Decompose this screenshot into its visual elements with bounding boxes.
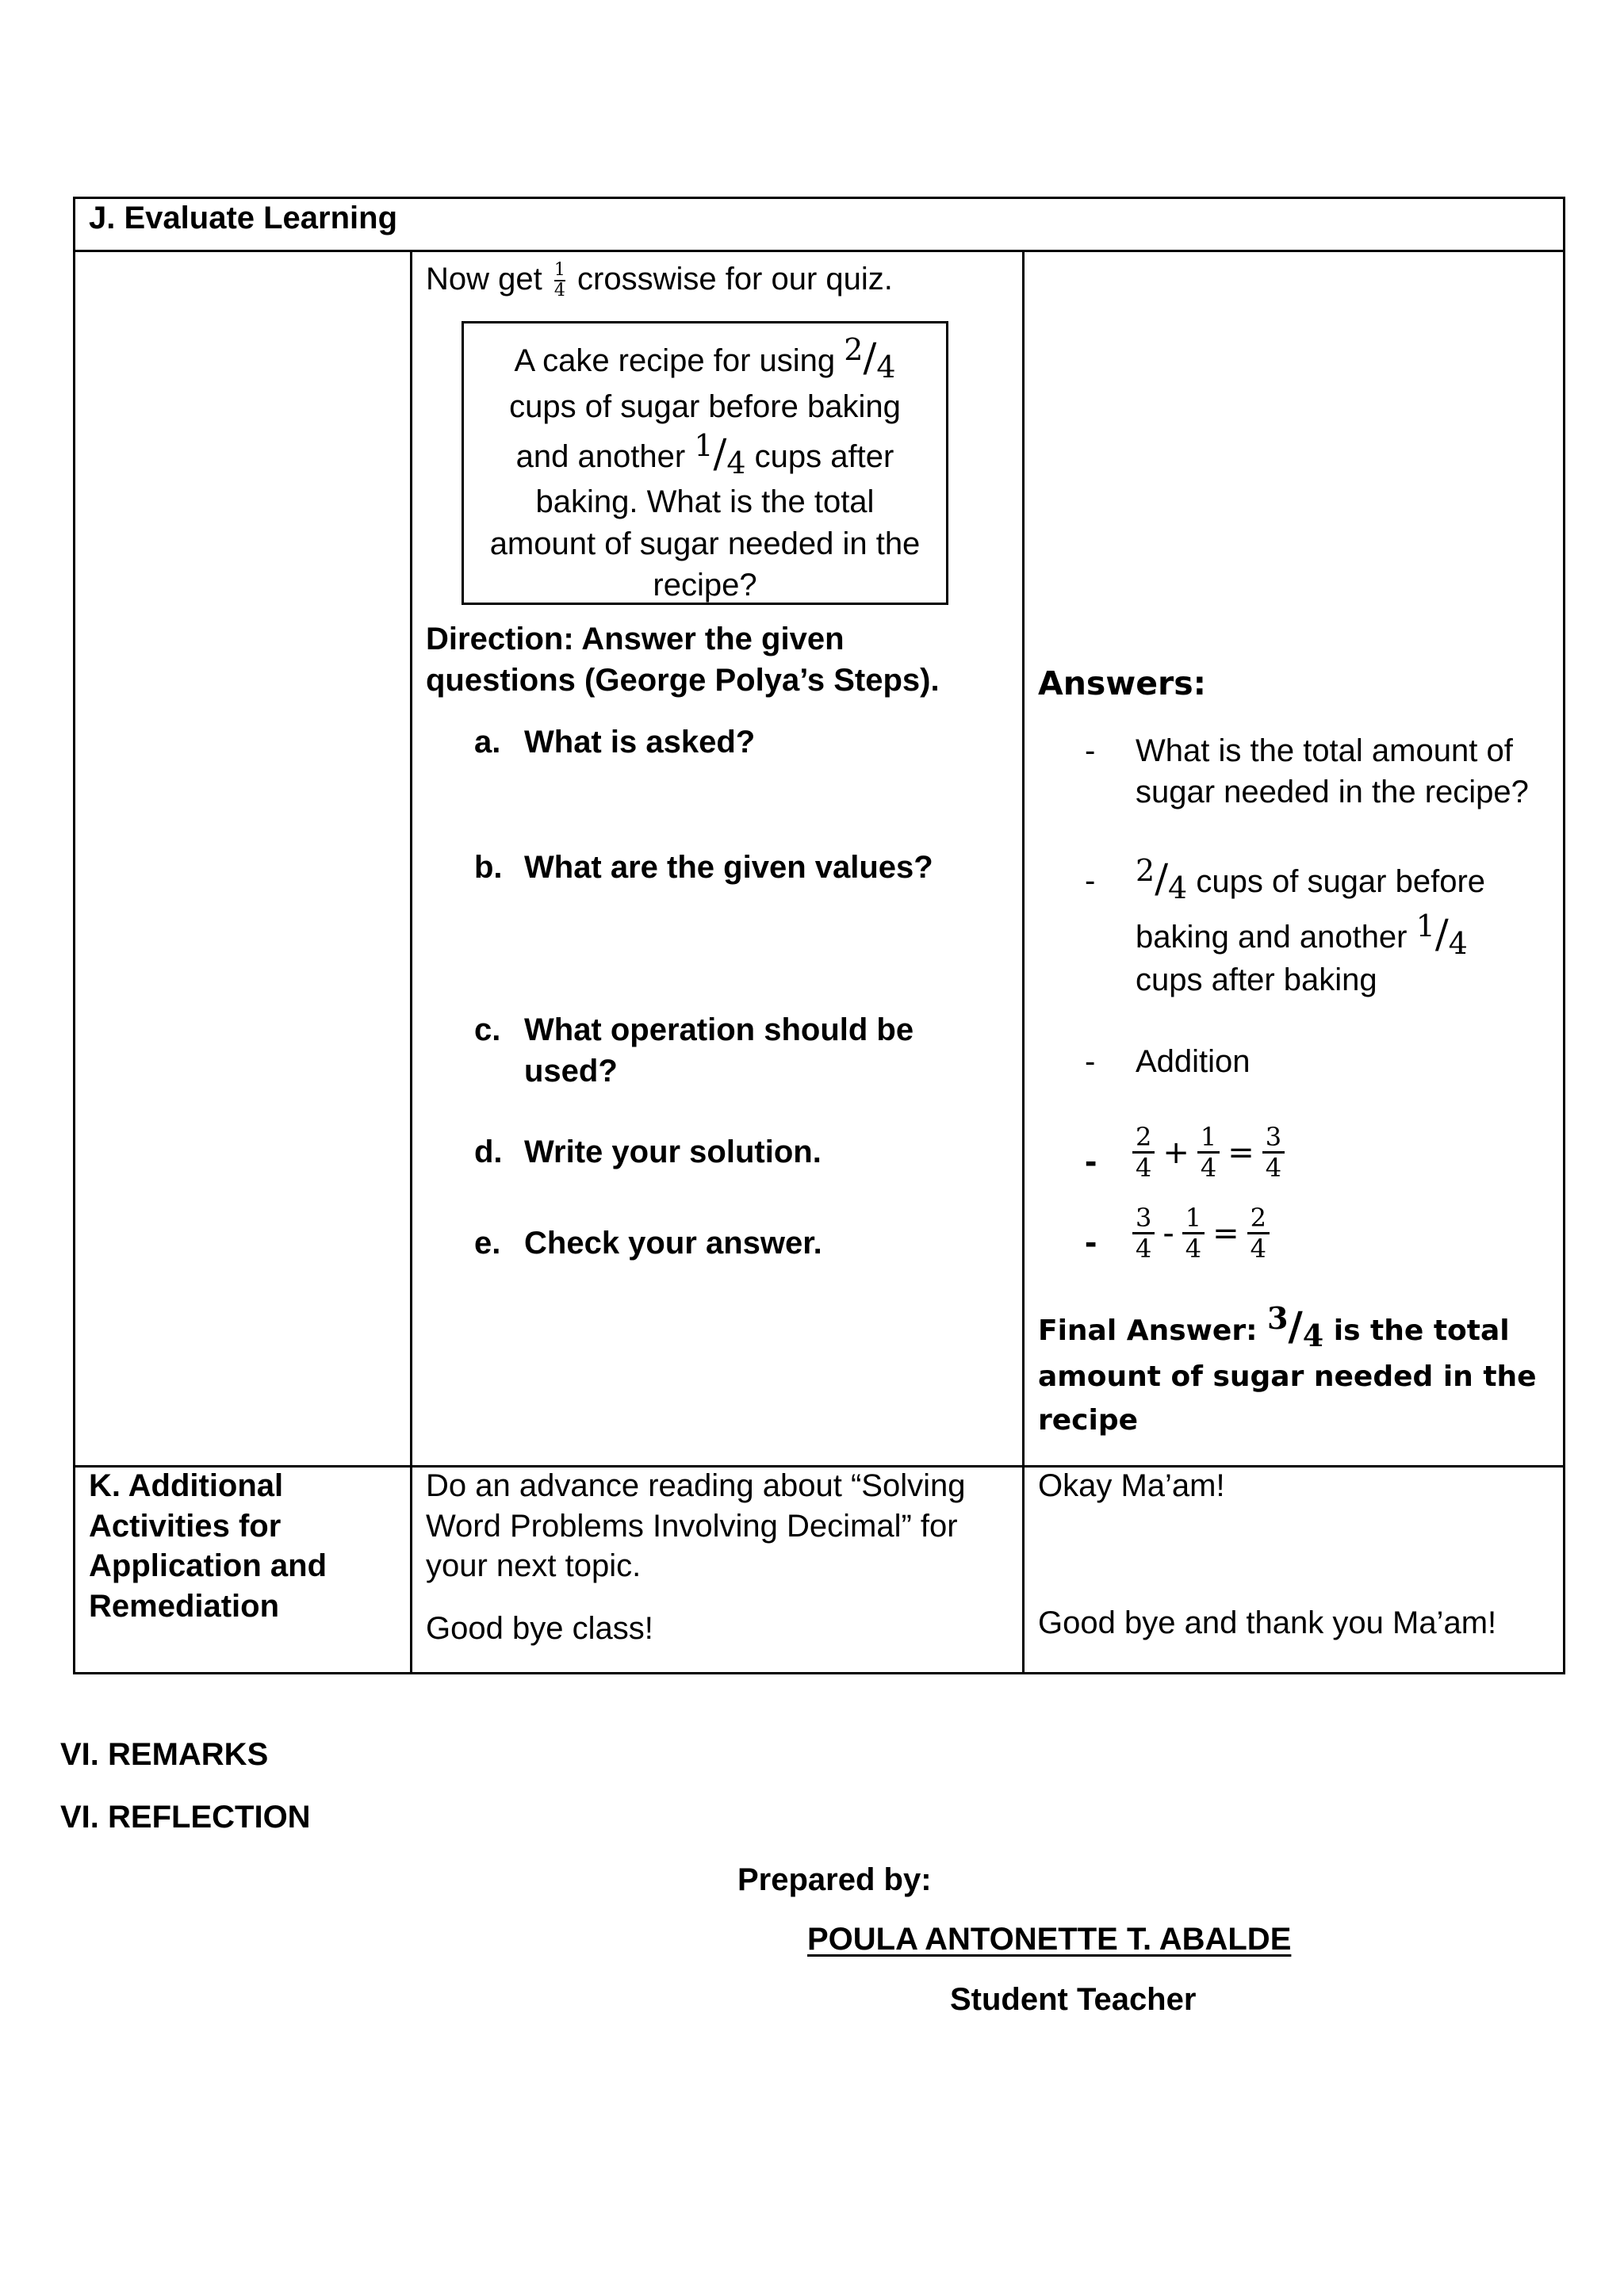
teacher-instruction-line-3: your next topic. [426, 1548, 642, 1583]
table-row-divider-1 [73, 250, 1565, 252]
fraction-numerator: 1 [553, 260, 565, 281]
fraction-numerator: 1 [1182, 1203, 1205, 1234]
teacher-goodbye: Good bye class! [426, 1611, 653, 1646]
equation-operator: - [1162, 1215, 1174, 1252]
problem-text: cups after [754, 439, 894, 474]
equation-fraction [1197, 1123, 1220, 1182]
question-e-letter: e. [474, 1226, 501, 1261]
student-response-1: Okay Ma’am! [1038, 1468, 1225, 1503]
problem-line-3 [464, 428, 946, 480]
direction-line-1: Direction: Answer the given [426, 622, 845, 656]
answer-2-dash: - [1085, 863, 1096, 898]
remarks-heading: VI. REMARKS [60, 1737, 269, 1772]
final-answer-line-1 [1038, 1300, 1510, 1353]
section-k-label-line-2: Activities for [89, 1509, 282, 1544]
equation-fraction [1262, 1123, 1285, 1182]
question-a-text: What is asked? [524, 725, 756, 760]
answer-1-dash: - [1085, 733, 1096, 768]
question-c-letter: c. [474, 1012, 501, 1047]
reflection-heading: VI. REFLECTION [60, 1800, 311, 1835]
preparer-name: POULA ANTONETTE T. ABALDE [807, 1922, 1292, 1957]
fraction-denominator: 4 [553, 281, 565, 301]
answer-1-line-2: sugar needed in the recipe? [1136, 775, 1529, 809]
section-j-heading: J. Evaluate Learning [89, 201, 398, 235]
answer-2-line-3: cups after baking [1136, 962, 1377, 997]
fraction-numerator: 3 [1267, 1300, 1289, 1336]
fraction-numerator: 2 [1136, 853, 1155, 888]
answer-2-fraction-after: 1/4 [1415, 909, 1468, 961]
problem-text: and another [515, 439, 686, 474]
final-answer-fraction: 3/4 [1267, 1300, 1324, 1353]
question-a-letter: a. [474, 725, 501, 760]
problem-line-4: baking. What is the total [535, 484, 875, 519]
equation-equals: = [1212, 1215, 1239, 1252]
table-border-left [73, 197, 75, 1674]
preparer-role: Student Teacher [950, 1982, 1197, 2017]
fraction-numerator: 1 [1197, 1123, 1220, 1154]
solution-equation [1129, 1123, 1288, 1182]
section-k-label-line-1: K. Additional [89, 1468, 284, 1503]
fraction-denominator: 4 [1136, 1153, 1152, 1183]
problem-line-6: recipe? [653, 568, 757, 603]
table-col-divider-2 [1022, 250, 1025, 1674]
final-answer-line-3: recipe [1038, 1404, 1139, 1437]
answer-4-dash: - [1085, 1140, 1097, 1181]
equation-fraction [1132, 1203, 1155, 1263]
answer-2-text: baking and another [1136, 920, 1408, 955]
fraction-denominator: 4 [1302, 1318, 1324, 1353]
equation-operator: + [1162, 1134, 1189, 1171]
table-border-bottom [73, 1672, 1565, 1674]
check-equation [1129, 1203, 1273, 1263]
direction-line-2: questions (George Polya’s Steps). [426, 663, 940, 698]
fraction-denominator: 4 [1250, 1234, 1267, 1264]
quiz-intro-fraction [554, 261, 565, 300]
question-b-letter: b. [474, 850, 503, 885]
table-col-divider-1 [410, 250, 412, 1674]
fraction-numerator: 1 [694, 428, 714, 463]
problem-fraction-sugar-after: 1/4 [694, 428, 746, 480]
quiz-intro-suffix: crosswise for our quiz. [577, 262, 893, 297]
problem-line-1 [464, 332, 946, 385]
teacher-instruction-line-1: Do an advance reading about “Solving [426, 1468, 966, 1503]
question-c-text-line-1: What operation should be [524, 1012, 914, 1047]
fraction-numerator: 3 [1132, 1203, 1155, 1234]
fraction-numerator: 2 [844, 332, 864, 367]
question-d-text: Write your solution. [524, 1135, 822, 1169]
quiz-intro [426, 258, 893, 300]
equation-fraction [1182, 1203, 1205, 1263]
fraction-denominator: 4 [1136, 1234, 1152, 1264]
quiz-intro-prefix: Now get [426, 262, 542, 297]
section-k-label-line-4: Remediation [89, 1589, 280, 1624]
final-answer-prefix: Final Answer: [1038, 1314, 1258, 1347]
problem-fraction-sugar-before: 2/4 [844, 332, 896, 385]
answer-3-text: Addition [1136, 1044, 1251, 1079]
fraction-numerator: 2 [1247, 1203, 1270, 1234]
fraction-denominator: 4 [876, 350, 896, 385]
fraction-numerator: 1 [1415, 909, 1435, 943]
final-answer-line-2: amount of sugar needed in the [1038, 1360, 1537, 1393]
problem-line-5: amount of sugar needed in the [489, 526, 921, 561]
question-e-text: Check your answer. [524, 1226, 822, 1261]
fraction-denominator: 4 [1448, 926, 1468, 961]
fraction-denominator: 4 [1168, 871, 1188, 905]
answer-2-text: cups of sugar before [1196, 864, 1486, 899]
answer-3-dash: - [1085, 1044, 1096, 1079]
question-b-text: What are the given values? [524, 850, 933, 885]
fraction-denominator: 4 [726, 446, 746, 480]
fraction-numerator: 3 [1262, 1123, 1285, 1154]
prepared-by-label: Prepared by: [737, 1862, 932, 1897]
section-k-label-line-3: Application and [89, 1548, 327, 1583]
fraction-denominator: 4 [1185, 1234, 1202, 1264]
answer-2-line-2 [1136, 909, 1468, 961]
equation-fraction [1247, 1203, 1270, 1263]
equation-fraction [1132, 1123, 1155, 1182]
question-c-text-line-2: used? [524, 1054, 618, 1089]
answer-1-line-1: What is the total amount of [1136, 733, 1513, 768]
equation-equals: = [1228, 1134, 1254, 1171]
answer-5-dash: - [1085, 1221, 1097, 1262]
problem-line-2: cups of sugar before baking [509, 389, 901, 424]
fraction-numerator: 2 [1132, 1123, 1155, 1154]
problem-text: A cake recipe for using [514, 343, 836, 378]
answers-title: Answers: [1038, 664, 1207, 702]
answer-2-fraction-before: 2/4 [1136, 853, 1188, 905]
fraction-denominator: 4 [1265, 1153, 1282, 1183]
student-response-2: Good bye and thank you Ma’am! [1038, 1605, 1497, 1640]
fraction-denominator: 4 [1200, 1153, 1217, 1183]
teacher-instruction-line-2: Word Problems Involving Decimal” for [426, 1509, 958, 1544]
table-border-right [1563, 197, 1565, 1674]
question-d-letter: d. [474, 1135, 503, 1169]
answer-2-line-1 [1136, 853, 1486, 905]
final-answer-text: is the total [1333, 1314, 1510, 1347]
